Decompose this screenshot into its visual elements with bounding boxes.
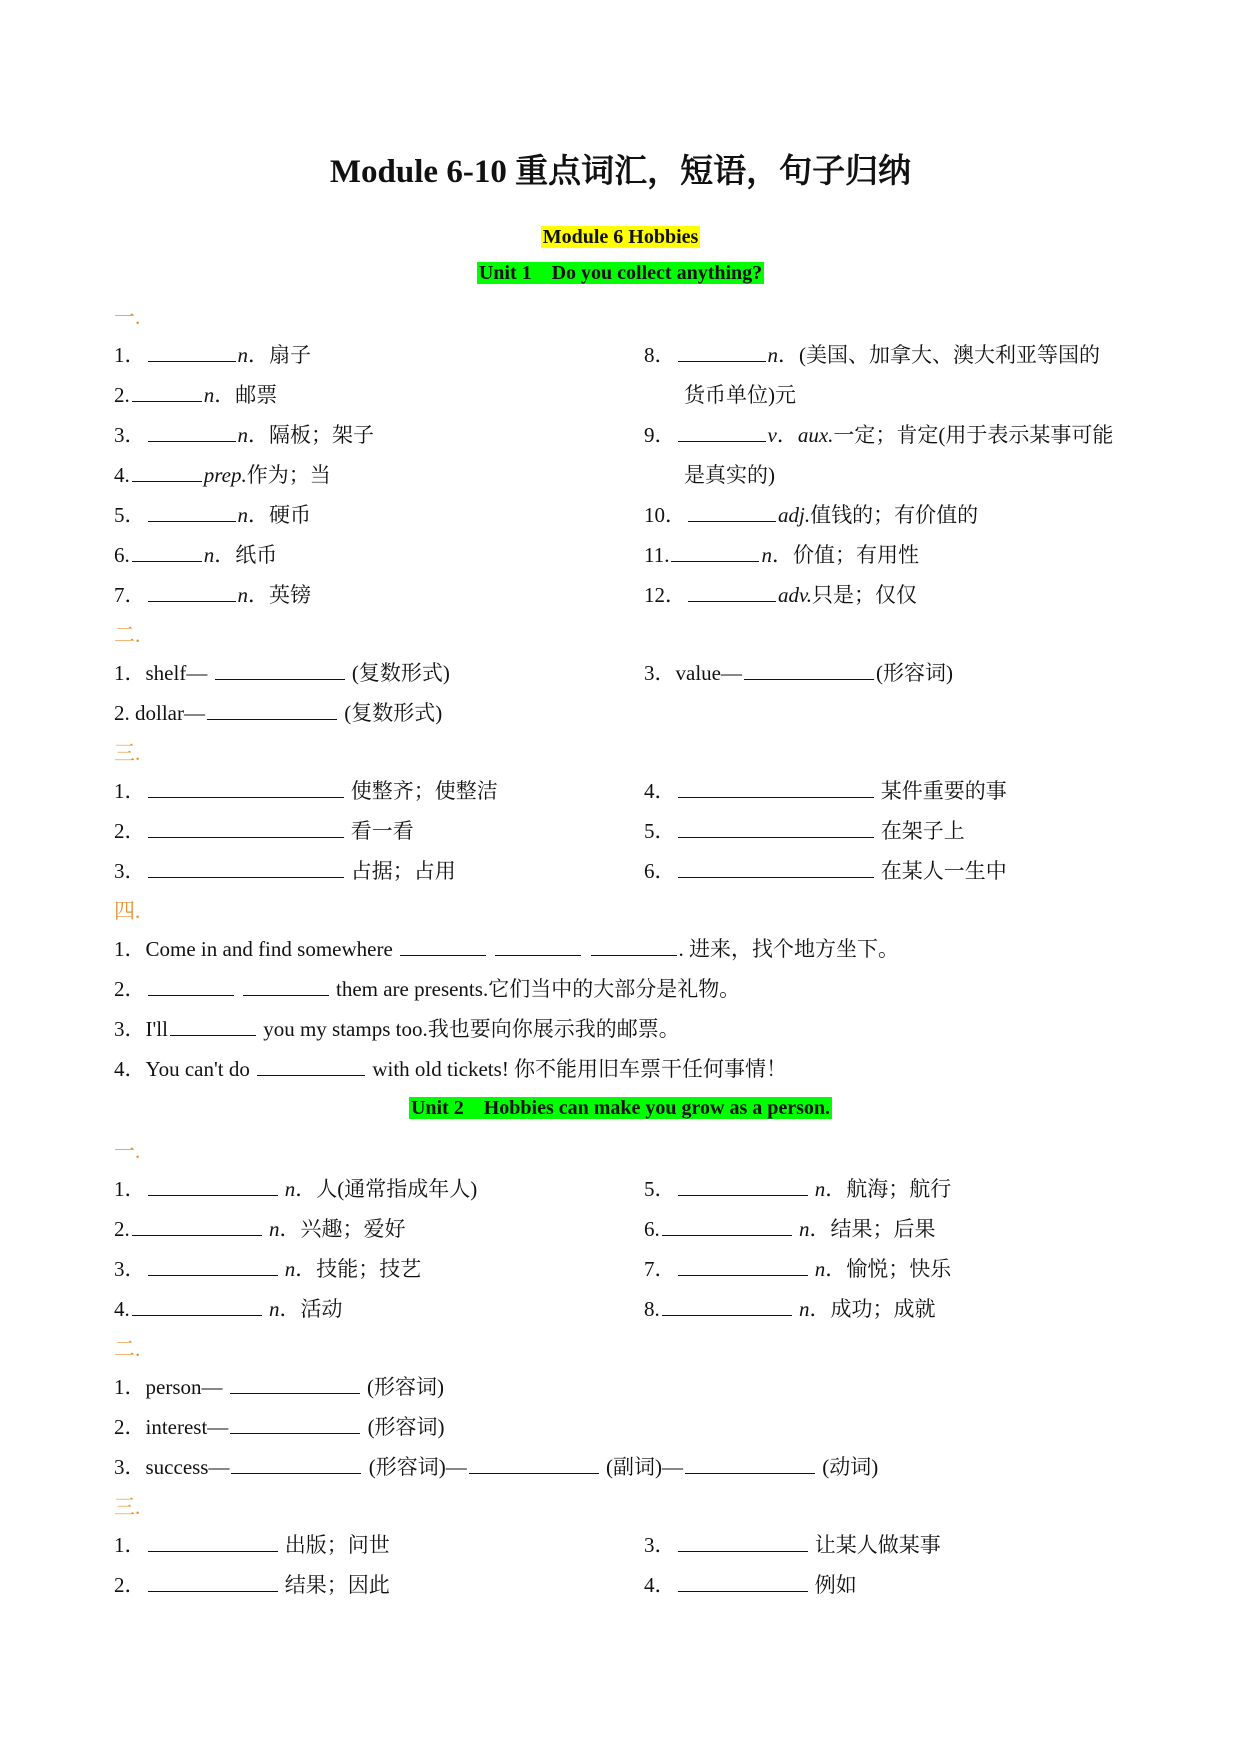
answer-blank[interactable] (685, 1453, 815, 1474)
unit2-heading-row (0, 1094, 1241, 1122)
answer-blank[interactable] (257, 1055, 365, 1076)
answer-blank[interactable] (148, 1571, 278, 1592)
answer-blank[interactable] (148, 1255, 278, 1276)
vocab-item-1: 1． n．扇子 (114, 343, 311, 367)
answer-blank[interactable] (678, 817, 874, 838)
section-label: 一. (114, 1139, 141, 1163)
answer-blank[interactable] (671, 541, 759, 562)
phrase-item-6: 6． 在某人一生中 (644, 859, 1007, 883)
word-form-item-2: 2．interest— (形容词) (114, 1415, 445, 1439)
answer-blank[interactable] (148, 421, 236, 442)
answer-blank[interactable] (495, 935, 581, 956)
vocab-item-9-cont: 是真实的) (684, 463, 775, 487)
answer-blank[interactable] (215, 659, 345, 680)
vocab-item-5: 5． n．航海；航行 (644, 1177, 952, 1201)
answer-blank[interactable] (148, 975, 234, 996)
word-form-item-3: 3．success— (形容词)— (副词)— (动词) (114, 1455, 879, 1479)
answer-blank[interactable] (148, 857, 344, 878)
answer-blank[interactable] (170, 1015, 256, 1036)
answer-blank[interactable] (132, 1215, 262, 1236)
vocab-item-4: 4. prep.作为；当 (114, 463, 331, 487)
vocab-item-1: 1． n．人(通常指成年人) (114, 1177, 478, 1201)
unit2-heading: Unit 2 Hobbies can make you grow as a person. (410, 1097, 831, 1119)
answer-blank[interactable] (678, 1531, 808, 1552)
answer-blank[interactable] (132, 541, 202, 562)
section-label: 二. (114, 623, 141, 647)
answer-blank[interactable] (688, 501, 776, 522)
answer-blank[interactable] (678, 1571, 808, 1592)
answer-blank[interactable] (678, 777, 874, 798)
answer-blank[interactable] (591, 935, 677, 956)
answer-blank[interactable] (678, 341, 766, 362)
vocab-item-12: 12． adv.只是；仅仅 (644, 583, 918, 607)
vocab-item-8: 8． n．(美国、加拿大、澳大利亚等国的 (644, 343, 1100, 367)
section-label: 二. (114, 1337, 141, 1361)
vocab-item-8-cont: 货币单位)元 (684, 383, 796, 407)
phrase-item-4: 4． 某件重要的事 (644, 779, 1007, 803)
answer-blank[interactable] (148, 501, 236, 522)
vocab-item-2: 2. n．兴趣；爱好 (114, 1217, 406, 1241)
vocab-item-7: 7． n．愉悦；快乐 (644, 1257, 952, 1281)
phrase-item-4: 4． 例如 (644, 1573, 857, 1597)
module-heading-row (0, 223, 1241, 251)
sentence-item-2: 2． them are presents.它们当中的大部分是礼物。 (114, 977, 741, 1001)
vocab-item-11: 11. n．价值；有用性 (644, 543, 919, 567)
answer-blank[interactable] (678, 421, 766, 442)
sentence-item-3: 3．I'll you my stamps too.我也要向你展示我的邮票。 (114, 1017, 680, 1041)
answer-blank[interactable] (662, 1215, 792, 1236)
vocab-item-3: 3． n．技能；技艺 (114, 1257, 422, 1281)
phrase-item-5: 5． 在架子上 (644, 819, 965, 843)
word-form-item-1: 1．person— (形容词) (114, 1375, 444, 1399)
answer-blank[interactable] (469, 1453, 599, 1474)
sentence-item-1: 1．Come in and find somewhere . 进来，找个地方坐下。 (114, 937, 900, 961)
answer-blank[interactable] (148, 581, 236, 602)
answer-blank[interactable] (148, 777, 344, 798)
page-title: Module 6-10 重点词汇，短语，句子归纳 (329, 154, 912, 190)
answer-blank[interactable] (230, 1413, 360, 1434)
answer-blank[interactable] (688, 581, 776, 602)
phrase-item-3: 3． 让某人做某事 (644, 1533, 941, 1557)
answer-blank[interactable] (400, 935, 486, 956)
phrase-item-1: 1． 出版；问世 (114, 1533, 390, 1557)
answer-blank[interactable] (662, 1295, 792, 1316)
vocab-item-7: 7． n．英镑 (114, 583, 311, 607)
vocab-item-4: 4. n．活动 (114, 1297, 343, 1321)
sentence-item-4: 4．You can't do with old tickets! 你不能用旧车票干任何事情！ (114, 1057, 788, 1081)
answer-blank[interactable] (678, 1255, 808, 1276)
phrase-item-1: 1． 使整齐；使整洁 (114, 779, 498, 803)
answer-blank[interactable] (207, 699, 337, 720)
answer-blank[interactable] (230, 1373, 360, 1394)
answer-blank[interactable] (132, 461, 202, 482)
section-label: 三. (114, 741, 141, 765)
vocab-item-3: 3． n．隔板；架子 (114, 423, 374, 447)
word-form-item-3: 3．value— (形容词) (644, 661, 953, 685)
answer-blank[interactable] (148, 817, 344, 838)
answer-blank[interactable] (231, 1453, 361, 1474)
unit1-heading: Unit 1 Do you collect anything? (478, 262, 763, 284)
section-label: 三. (114, 1495, 141, 1519)
answer-blank[interactable] (678, 857, 874, 878)
answer-blank[interactable] (744, 659, 874, 680)
vocab-item-2: 2. n．邮票 (114, 383, 278, 407)
vocab-item-8: 8. n．成功；成就 (644, 1297, 936, 1321)
phrase-item-2: 2． 结果；因此 (114, 1573, 390, 1597)
section-label: 四. (114, 899, 141, 923)
section-label: 一. (114, 305, 141, 329)
answer-blank[interactable] (678, 1175, 808, 1196)
answer-blank[interactable] (148, 341, 236, 362)
word-form-item-1: 1．shelf— (复数形式) (114, 661, 450, 685)
answer-blank[interactable] (132, 1295, 262, 1316)
vocab-item-6: 6. n．纸币 (114, 543, 278, 567)
vocab-item-10: 10． adj.值钱的；有价值的 (644, 503, 979, 527)
phrase-item-3: 3． 占据；占用 (114, 859, 456, 883)
module-heading: Module 6 Hobbies (542, 226, 699, 248)
answer-blank[interactable] (148, 1175, 278, 1196)
phrase-item-2: 2． 看一看 (114, 819, 414, 843)
unit1-heading-row (0, 259, 1241, 287)
answer-blank[interactable] (243, 975, 329, 996)
vocab-item-6: 6. n．结果；后果 (644, 1217, 936, 1241)
word-form-item-2: 2. dollar— (复数形式) (114, 701, 443, 725)
vocab-item-5: 5． n．硬币 (114, 503, 311, 527)
answer-blank[interactable] (148, 1531, 278, 1552)
vocab-item-9: 9． v．aux.一定；肯定(用于表示某事可能 (644, 423, 1114, 447)
answer-blank[interactable] (132, 381, 202, 402)
